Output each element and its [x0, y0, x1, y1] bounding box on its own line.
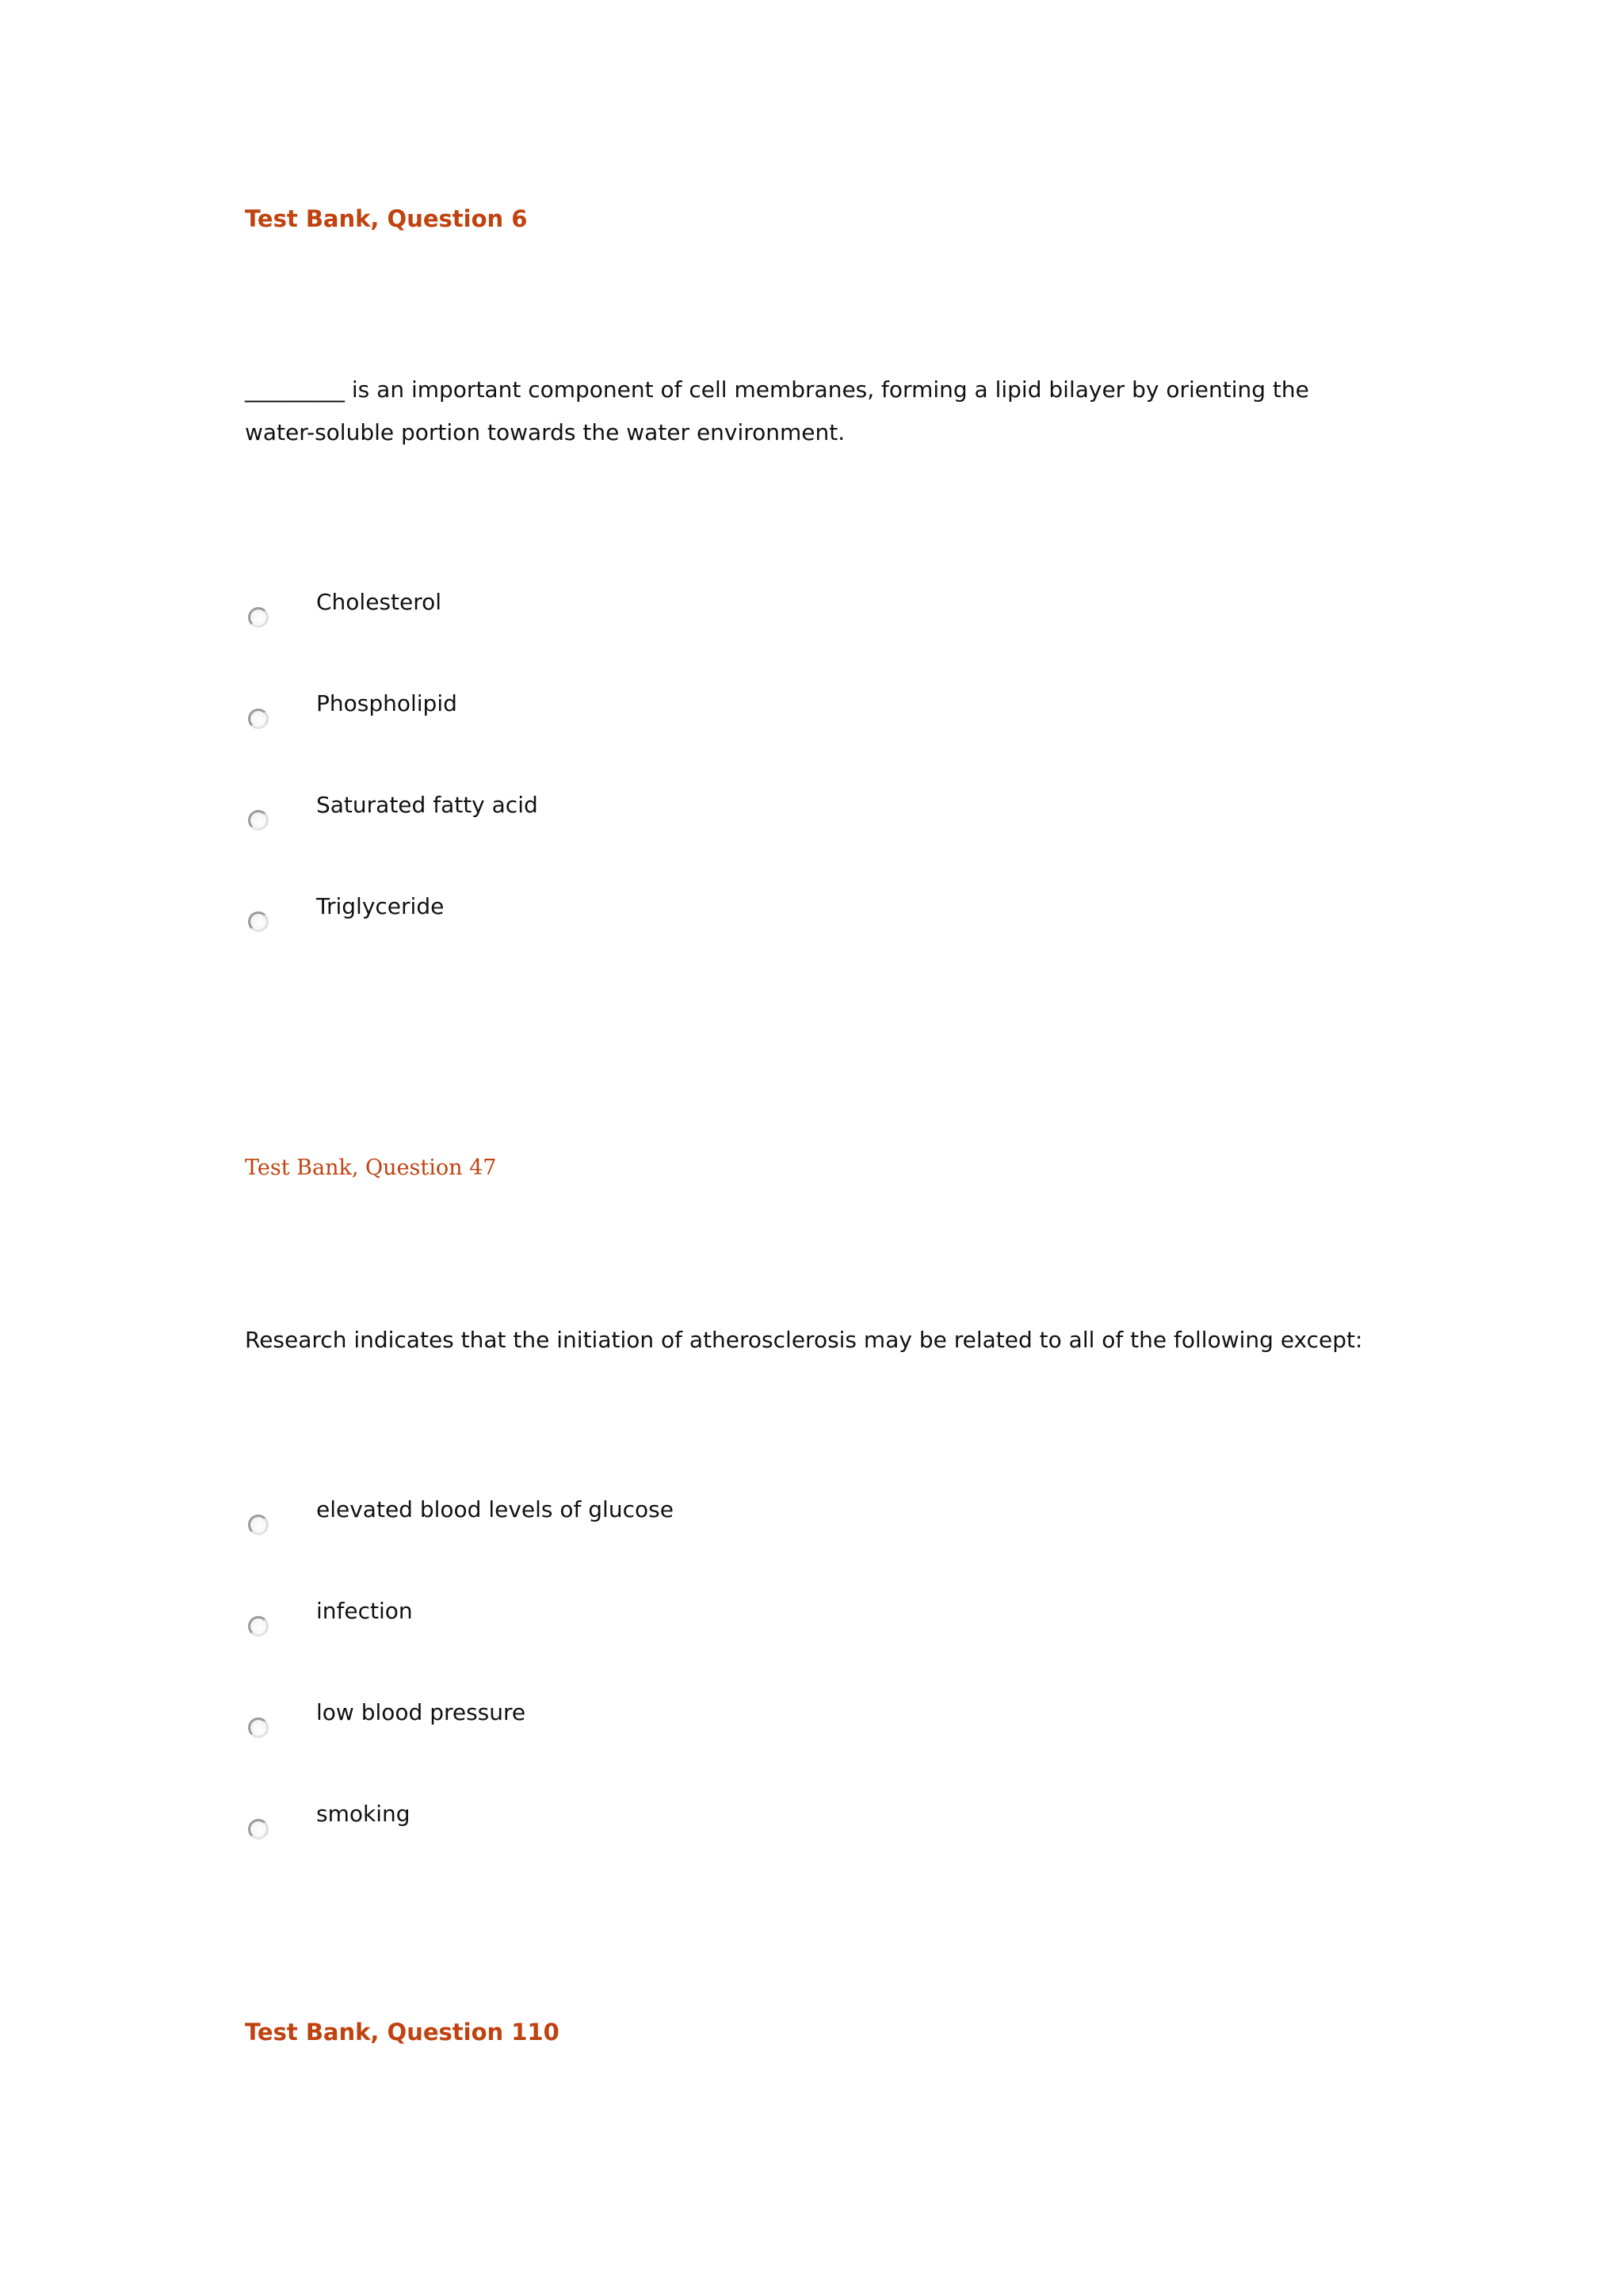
option-label: low blood pressure	[316, 1699, 526, 1725]
question-prompt: _________ is an important component of cell membranes, forming a lipid bilayer by orienting the water-soluble portion towards the water environment.	[245, 376, 1309, 445]
question-heading: Test Bank, Question 47	[245, 1156, 497, 1180]
question-heading: Test Bank, Question 110	[245, 2019, 559, 2046]
question-heading: Test Bank, Question 6	[245, 205, 528, 232]
radio-button[interactable]	[248, 607, 269, 628]
answer-option[interactable]	[245, 690, 958, 742]
answer-option[interactable]	[245, 1496, 958, 1548]
answer-option[interactable]	[245, 1598, 958, 1649]
option-label: Phospholipid	[316, 690, 457, 716]
option-label: Triglyceride	[316, 893, 445, 919]
answer-option[interactable]	[245, 589, 958, 640]
radio-button[interactable]	[248, 810, 269, 831]
radio-button[interactable]	[248, 911, 269, 932]
option-label: smoking	[316, 1801, 411, 1827]
option-label: infection	[316, 1598, 413, 1624]
radio-button[interactable]	[248, 1819, 269, 1839]
answer-option[interactable]	[245, 1801, 958, 1852]
answer-option[interactable]	[245, 893, 958, 945]
option-label: elevated blood levels of glucose	[316, 1496, 674, 1522]
option-label: Saturated fatty acid	[316, 792, 538, 818]
answer-option[interactable]	[245, 792, 958, 843]
answer-option[interactable]	[245, 1699, 958, 1751]
question-prompt: Research indicates that the initiation of atherosclerosis may be related to all of the following except:	[245, 1327, 1363, 1353]
radio-button[interactable]	[248, 709, 269, 729]
radio-button[interactable]	[248, 1616, 269, 1637]
radio-button[interactable]	[248, 1717, 269, 1738]
radio-button[interactable]	[248, 1515, 269, 1535]
option-label: Cholesterol	[316, 589, 442, 615]
